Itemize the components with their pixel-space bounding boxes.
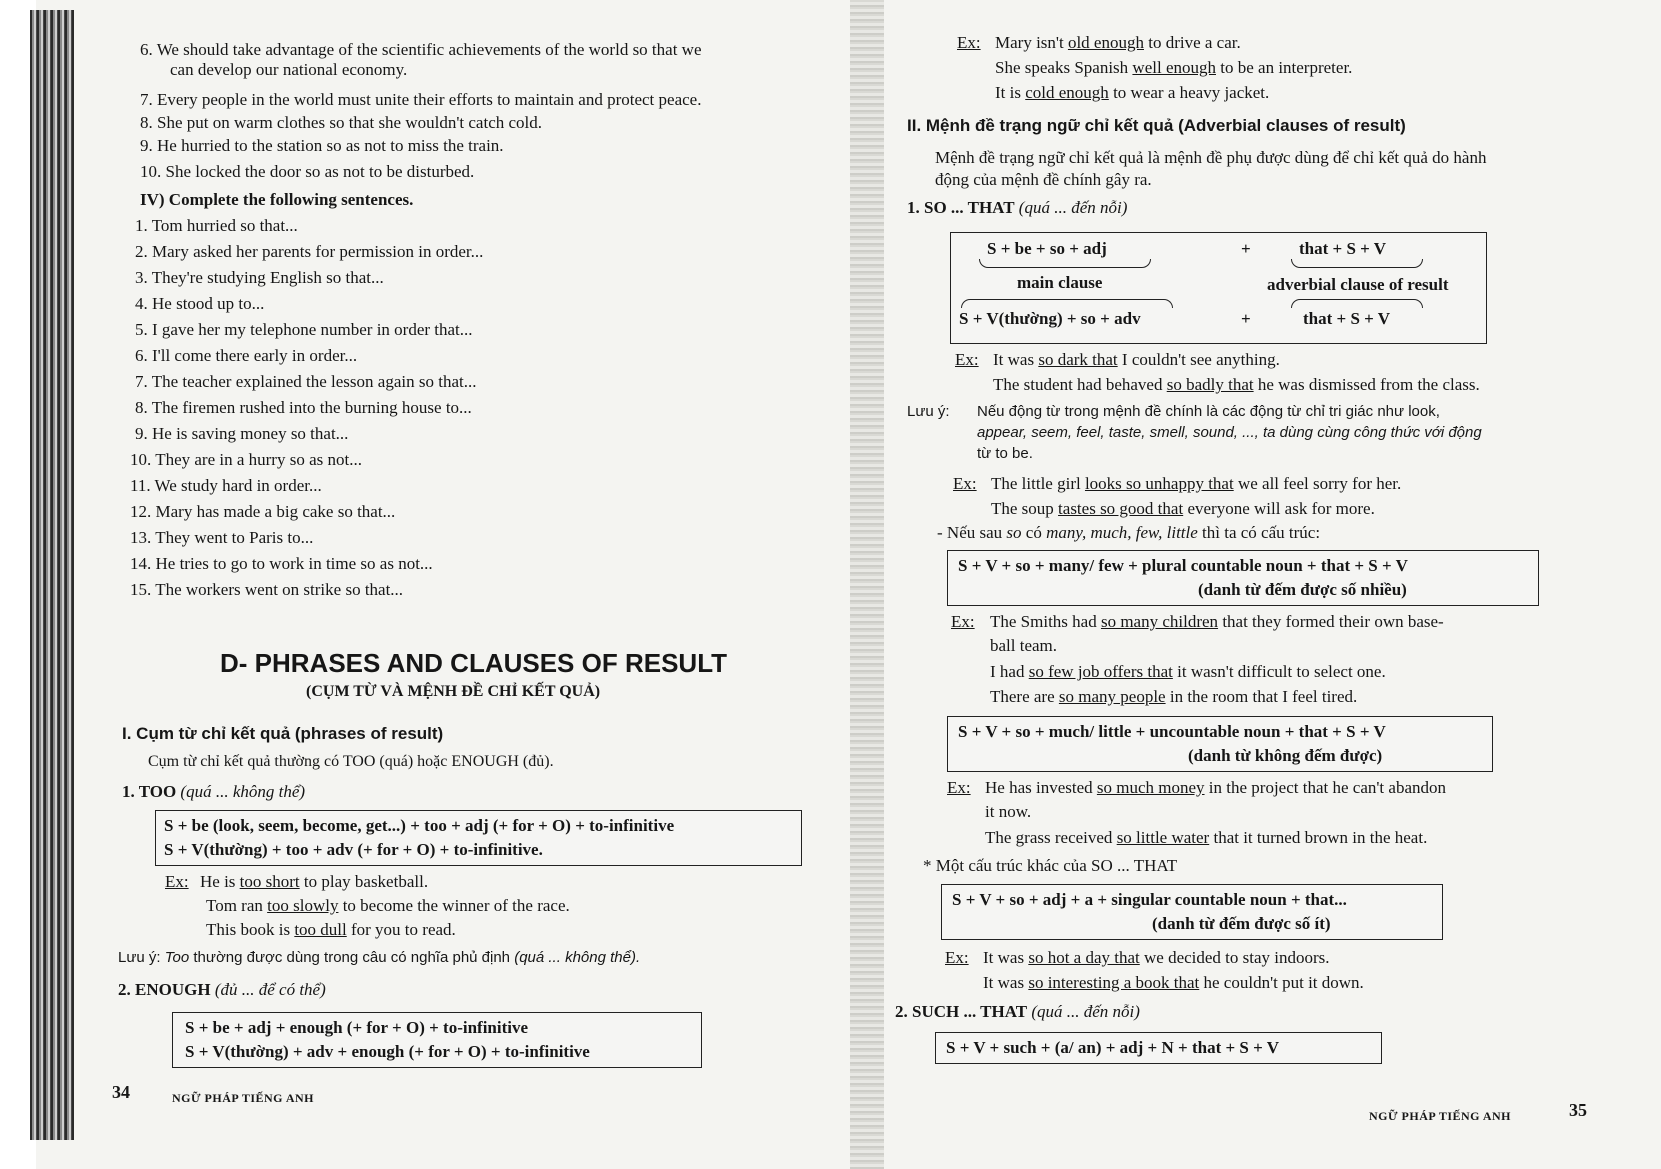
- singular-example: It was so interesting a book that he couldn't put it down.: [983, 973, 1364, 992]
- left-page: [110, 0, 840, 1169]
- complete-item: 3. They're studying English so that...: [135, 268, 384, 287]
- exercise-item: can develop our national economy.: [170, 60, 408, 79]
- brace-main-clause: [979, 259, 1151, 268]
- many-few-gloss: (danh từ đếm được số nhiều): [1198, 580, 1407, 599]
- exercise-item: 10. She locked the door so as not to be disturbed.: [140, 162, 475, 181]
- much-little-gloss: (danh từ không đếm được): [1188, 746, 1383, 765]
- book-binding-edge: [30, 10, 74, 1140]
- too-heading: [122, 782, 305, 802]
- enough-title: 2. ENOUGH: [118, 980, 211, 999]
- complete-item: 10. They are in a hurry so as not...: [130, 450, 362, 469]
- so-formula-adv: S + V(thường) + so + adv: [959, 309, 1141, 328]
- singular-formula-box: [941, 884, 1443, 940]
- exercise-item: 6. We should take advantage of the scientific achievements of the world so that we: [140, 40, 702, 59]
- section-iv-title: IV) Complete the following sentences.: [140, 190, 414, 209]
- enough-formula-box: [172, 1012, 702, 1068]
- complete-item: 11. We study hard in order...: [130, 476, 322, 495]
- complete-item: 5. I gave her my telephone number in order that...: [135, 320, 473, 339]
- much-little-formula-box: [947, 716, 1493, 772]
- so-that-title: 1. SO ... THAT: [907, 198, 1015, 217]
- section-d-subtitle: (CỤM TỪ VÀ MỆNH ĐỀ CHỈ KẾT QUẢ): [306, 683, 601, 700]
- many-example: There are so many people in the room that I feel tired.: [990, 687, 1358, 706]
- sense-example: The little girl looks so unhappy that we all feel sorry for her.: [991, 474, 1402, 493]
- note-text: appear, seem, feel, taste, smell, sound, ..., ta dùng cùng công thức với động: [977, 424, 1482, 441]
- exercise-item: 7. Every people in the world must unite their efforts to maintain and protect peace.: [140, 90, 702, 109]
- brace-main-clause: [961, 299, 1173, 308]
- such-that-formula: S + V + such + (a/ an) + adj + N + that + S + V: [946, 1038, 1280, 1057]
- exercise-item: 8. She put on warm clothes so that she wouldn't catch cold.: [140, 113, 543, 132]
- book-gutter: [850, 0, 884, 1169]
- enough-example: Mary isn't old enough to drive a car.: [995, 33, 1241, 52]
- much-example: He has invested so much money in the project that he can't abandon: [985, 778, 1446, 797]
- main-clause-label: main clause: [1017, 273, 1103, 292]
- plus-sign: +: [1241, 239, 1251, 258]
- complete-item: 4. He stood up to...: [135, 294, 265, 313]
- result-clause-label: adverbial clause of result: [1267, 275, 1449, 294]
- many-example: I had so few job offers that it wasn't difficult to select one.: [990, 662, 1386, 681]
- enough-heading: [118, 980, 326, 1000]
- many-much-intro: - Nếu sau so có many, much, few, little thì ta có cấu trúc:: [937, 523, 1321, 542]
- so-formula-adj: S + be + so + adj: [987, 239, 1107, 258]
- too-formula-adv: S + V(thường) + too + adv (+ for + O) + to-infinitive.: [164, 840, 543, 859]
- too-meaning: (quá ... không thể): [180, 782, 306, 801]
- many-example: The Smiths had so many children that they formed their own base-: [990, 612, 1444, 631]
- so-ex-label: Ex:: [955, 350, 979, 369]
- too-formula-box: [155, 810, 802, 866]
- complete-item: 6. I'll come there early in order...: [135, 346, 358, 365]
- complete-item: 14. He tries to go to work in time so as not...: [130, 554, 433, 573]
- such-that-formula-box: [935, 1032, 1382, 1064]
- enough-ex-label: Ex:: [957, 33, 981, 52]
- so-formula-that-clause: that + S + V: [1303, 309, 1391, 328]
- complete-item: 1. Tom hurried so that...: [135, 216, 298, 235]
- brace-result-clause: [1291, 259, 1423, 268]
- so-formula-that-clause: that + S + V: [1299, 239, 1387, 258]
- part-ii-title: II. Mệnh đề trạng ngữ chỉ kết quả (Adverbial clauses of result): [907, 116, 1406, 135]
- part-i-description: Cụm từ chỉ kết quả thường có TOO (quá) hoặc ENOUGH (đủ).: [148, 753, 554, 770]
- complete-item: 9. He is saving money so that...: [135, 424, 349, 443]
- too-ex-label: Ex:: [165, 872, 189, 891]
- so-that-meaning: (quá ... đến nỗi): [1018, 198, 1128, 217]
- so-example: The student had behaved so badly that he was dismissed from the class.: [993, 375, 1480, 394]
- note-label: Lưu ý:: [907, 403, 950, 420]
- many-few-formula-box: [947, 550, 1539, 606]
- note-text: Nếu động từ trong mệnh đề chính là các động từ chỉ tri giác như look,: [977, 403, 1440, 420]
- page-number: 34: [112, 1082, 130, 1102]
- too-example: He is too short to play basketball.: [200, 872, 429, 891]
- brace-result-clause: [1291, 299, 1423, 308]
- enough-formula-adj: S + be + adj + enough (+ for + O) + to-infinitive: [185, 1018, 529, 1037]
- right-page: [895, 0, 1615, 1169]
- much-ex-label: Ex:: [947, 778, 971, 797]
- so-that-heading: [907, 198, 1127, 218]
- complete-item: 13. They went to Paris to...: [130, 528, 314, 547]
- part-i-title: I. Cụm từ chỉ kết quả (phrases of result): [122, 724, 444, 743]
- such-that-heading: [895, 1002, 1140, 1022]
- sense-ex-label: Ex:: [953, 474, 977, 493]
- page-footer: NGỮ PHÁP TIẾNG ANH: [172, 1091, 315, 1105]
- much-example-cont: it now.: [985, 802, 1032, 821]
- too-example: Tom ran too slowly to become the winner of the race.: [206, 896, 570, 915]
- complete-item: 2. Mary asked her parents for permission in order...: [135, 242, 484, 261]
- such-that-title: 2. SUCH ... THAT: [895, 1002, 1028, 1021]
- note-text: từ to be.: [977, 445, 1033, 462]
- enough-meaning: (đủ ... để có thể): [214, 980, 326, 999]
- page-number: 35: [1569, 1100, 1587, 1120]
- enough-example: She speaks Spanish well enough to be an interpreter.: [995, 58, 1353, 77]
- singular-gloss: (danh từ đếm được số ít): [1152, 914, 1331, 933]
- sense-example: The soup tastes so good that everyone will ask for more.: [991, 499, 1375, 518]
- many-example-cont: ball team.: [990, 636, 1058, 655]
- too-example: This book is too dull for you to read.: [206, 920, 456, 939]
- much-example: The grass received so little water that it turned brown in the heat.: [985, 828, 1428, 847]
- exercise-item: 9. He hurried to the station so as not to miss the train.: [140, 136, 504, 155]
- singular-formula: S + V + so + adj + a + singular countable noun + that...: [952, 890, 1347, 909]
- much-little-formula: S + V + so + much/ little + uncountable noun + that + S + V: [958, 722, 1386, 741]
- enough-formula-adv: S + V(thường) + adv + enough (+ for + O) + to-infinitive: [185, 1042, 590, 1061]
- part-ii-description: Mệnh đề trạng ngữ chỉ kết quả là mệnh đề phụ được dùng để chỉ kết quả do hành: [935, 148, 1487, 167]
- part-ii-description: động của mệnh đề chính gây ra.: [935, 170, 1152, 189]
- many-ex-label: Ex:: [951, 612, 975, 631]
- singular-ex-label: Ex:: [945, 948, 969, 967]
- many-few-formula: S + V + so + many/ few + plural countable noun + that + S + V: [958, 556, 1408, 575]
- page-footer: NGỮ PHÁP TIẾNG ANH: [1369, 1109, 1512, 1123]
- other-structure-note: * Một cấu trúc khác của SO ... THAT: [923, 856, 1178, 875]
- complete-item: 7. The teacher explained the lesson again so that...: [135, 372, 477, 391]
- too-formula-adj: S + be (look, seem, become, get...) + too + adj (+ for + O) + to-infinitive: [164, 816, 675, 835]
- so-example: It was so dark that I couldn't see anything.: [993, 350, 1280, 369]
- section-d-title: D- PHRASES AND CLAUSES OF RESULT: [220, 648, 728, 678]
- such-that-meaning: (quá ... đến nỗi): [1031, 1002, 1140, 1021]
- too-note: Lưu ý: Too thường được dùng trong câu có nghĩa phủ định (quá ... không thể).: [118, 949, 641, 966]
- plus-sign: +: [1241, 309, 1251, 328]
- complete-item: 15. The workers went on strike so that...: [130, 580, 404, 599]
- so-that-formula-box: [950, 232, 1487, 344]
- complete-item: 8. The firemen rushed into the burning house to...: [135, 398, 472, 417]
- enough-example: It is cold enough to wear a heavy jacket.: [995, 83, 1270, 102]
- complete-item: 12. Mary has made a big cake so that...: [130, 502, 396, 521]
- singular-example: It was so hot a day that we decided to stay indoors.: [983, 948, 1330, 967]
- too-title: 1. TOO: [122, 782, 177, 801]
